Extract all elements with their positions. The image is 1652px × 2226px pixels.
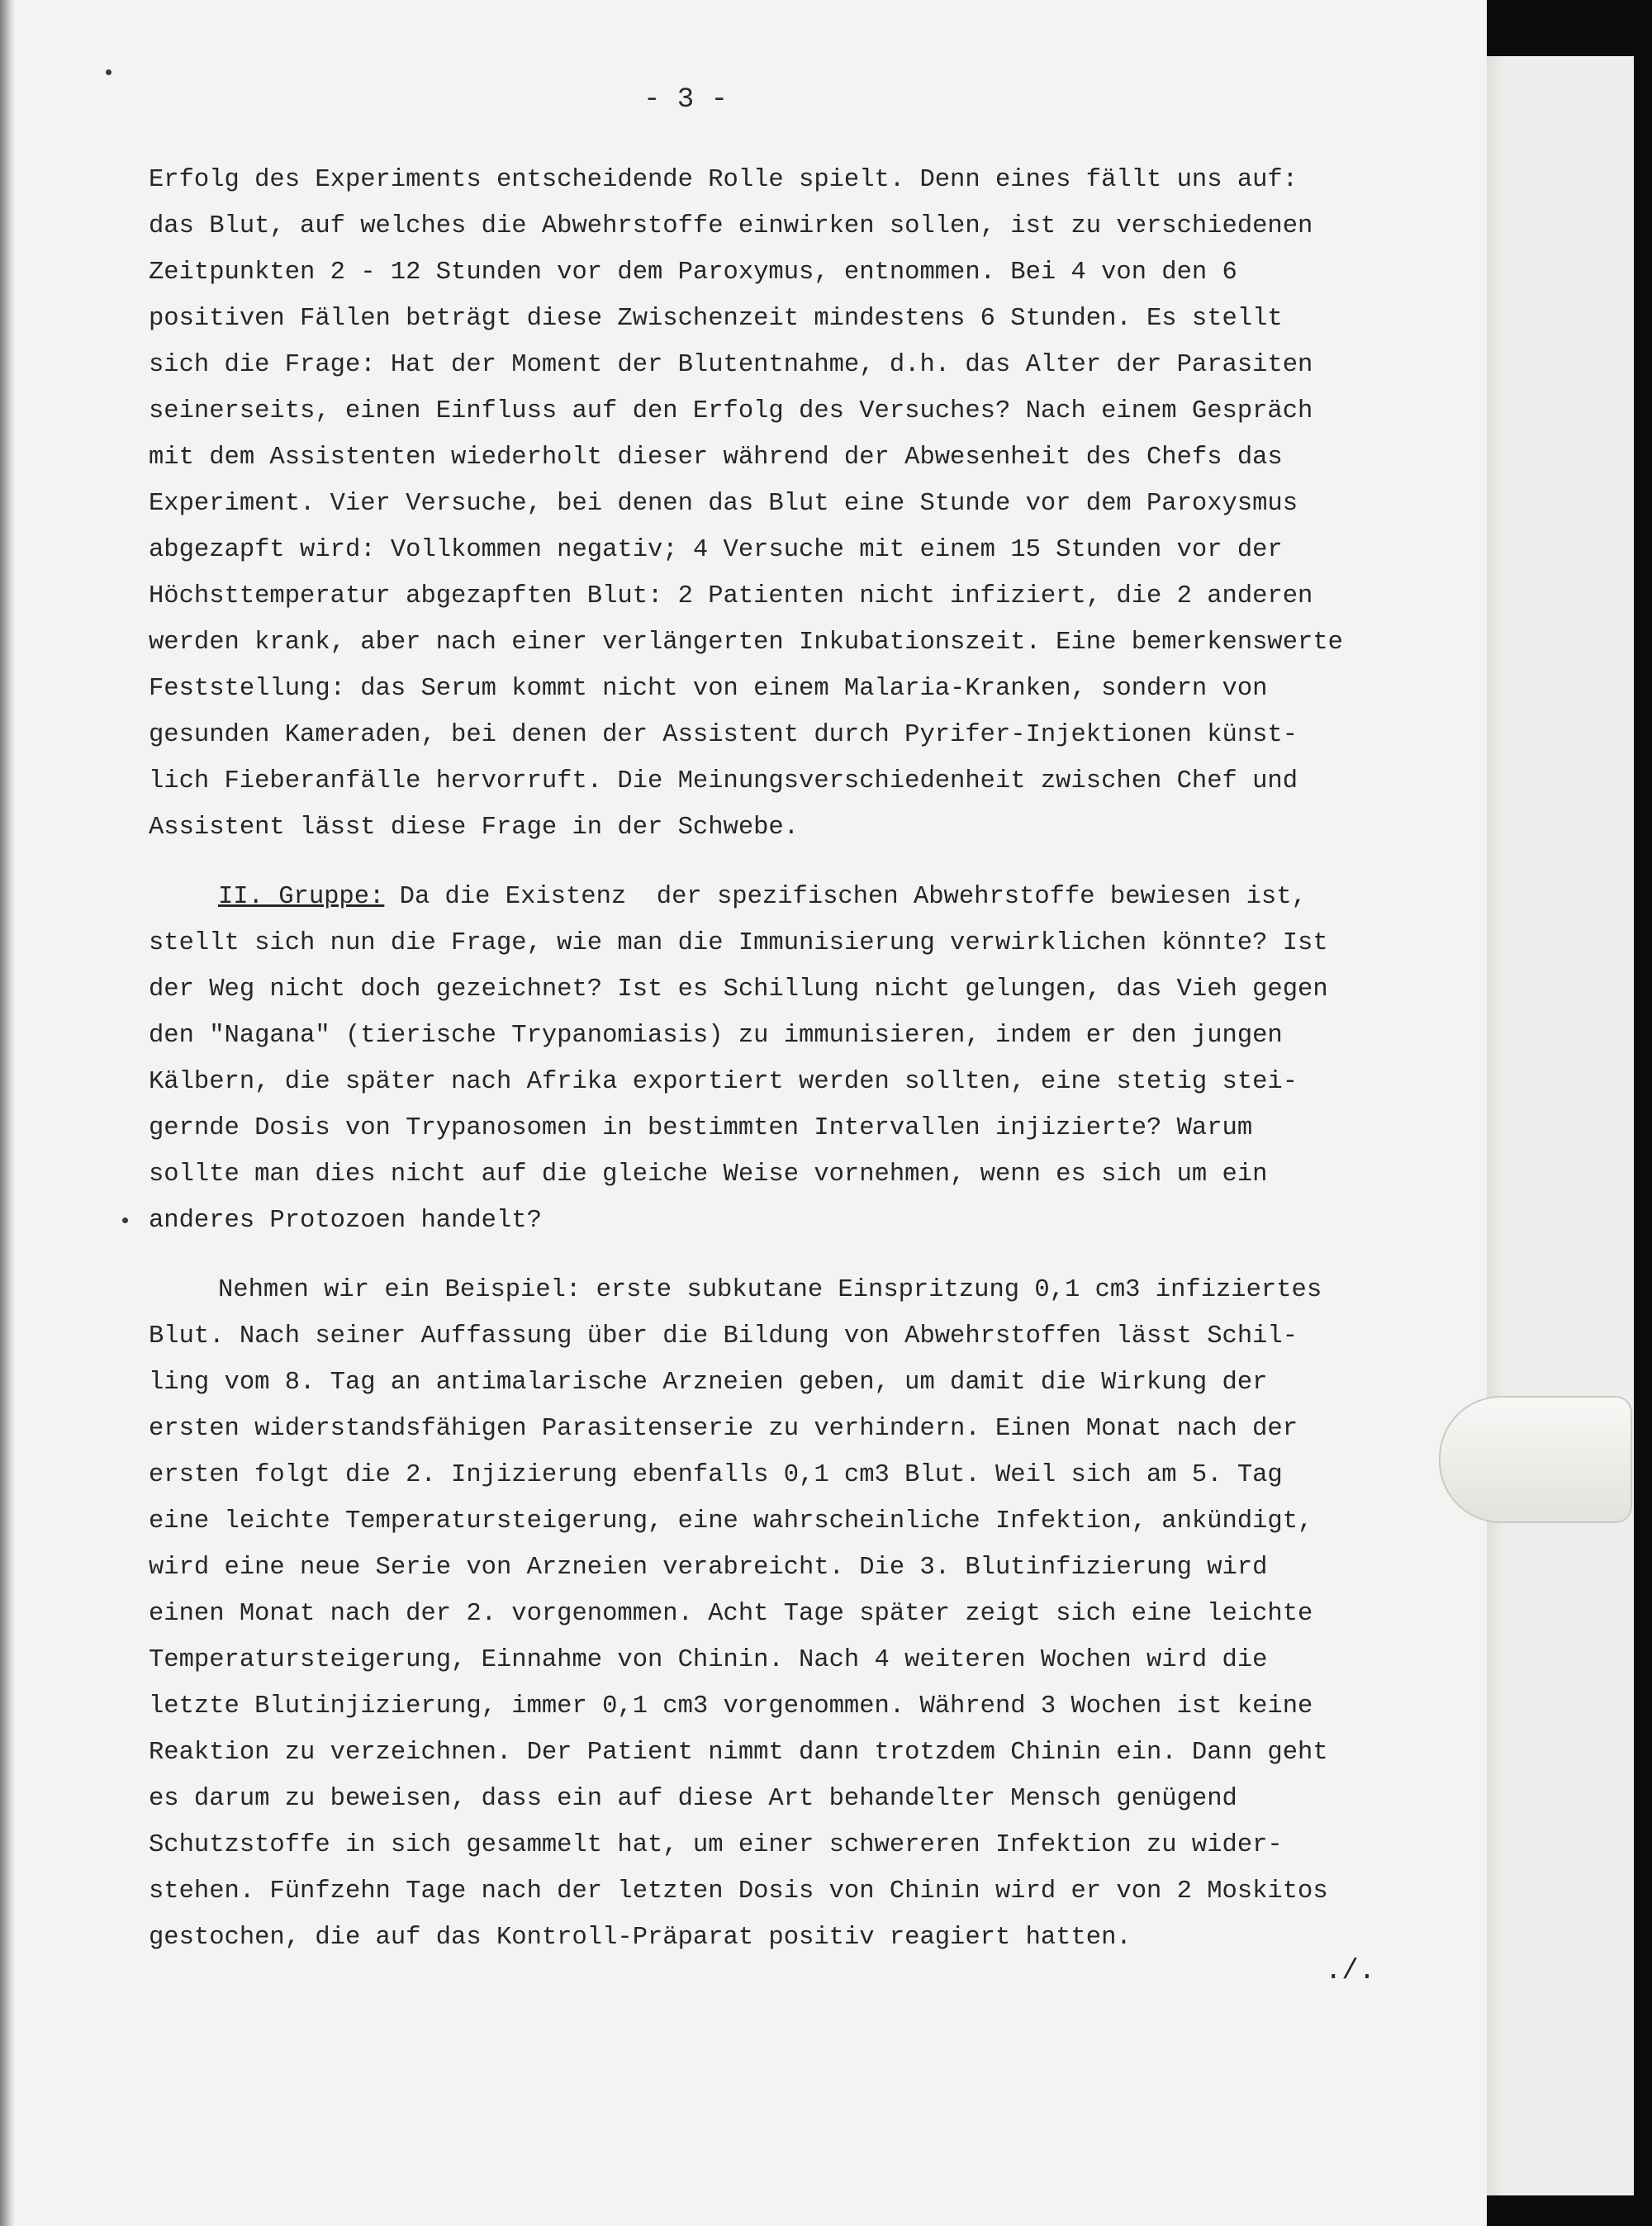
text-line: lich Fieberanfälle hervorruft. Die Meinungsverschiedenheit zwischen Chef und bbox=[149, 767, 1298, 795]
text-line: Erfolg des Experiments entscheidende Rolle spielt. Denn eines fällt uns auf: bbox=[149, 166, 1298, 194]
paragraph-2 bbox=[149, 874, 1462, 1244]
text-line: Feststellung: das Serum kommt nicht von einem Malaria-Kranken, sondern von bbox=[149, 675, 1268, 703]
text-line: ersten folgt die 2. Injizierung ebenfalls 0,1 cm3 Blut. Weil sich am 5. Tag bbox=[149, 1461, 1283, 1489]
text-line: Nehmen wir ein Beispiel: erste subkutane Einspritzung 0,1 cm3 infiziertes bbox=[218, 1276, 1322, 1304]
text-line: II. Gruppe: Da die Existenz der spezifischen Abwehrstoffe bewiesen ist, bbox=[218, 883, 1307, 911]
text-line: Experiment. Vier Versuche, bei denen das Blut eine Stunde vor dem Paroxysmus bbox=[149, 490, 1298, 518]
text-line: stellt sich nun die Frage, wie man die Immunisierung verwirklichen könnte? Ist bbox=[149, 929, 1328, 957]
text-line: einen Monat nach der 2. vorgenommen. Acht Tage später zeigt sich eine leichte bbox=[149, 1600, 1313, 1628]
text-line: Kälbern, die später nach Afrika exportiert werden sollten, eine stetig stei- bbox=[149, 1068, 1298, 1096]
text-line: ling vom 8. Tag an antimalarische Arzneien geben, um damit die Wirkung der bbox=[149, 1369, 1268, 1397]
text-line: werden krank, aber nach einer verlängerten Inkubationszeit. Eine bemerkenswerte bbox=[149, 629, 1343, 657]
text-line: abgezapft wird: Vollkommen negativ; 4 Versuche mit einem 15 Stunden vor der bbox=[149, 536, 1283, 564]
paragraph-1 bbox=[149, 157, 1462, 851]
text-line: es darum zu beweisen, dass ein auf diese Art behandelter Mensch genügend bbox=[149, 1785, 1237, 1813]
text-line: Temperatursteigerung, Einnahme von Chinin. Nach 4 weiteren Wochen wird die bbox=[149, 1646, 1268, 1674]
text-line: wird eine neue Serie von Arzneien verabreicht. Die 3. Blutinfizierung wird bbox=[149, 1554, 1268, 1582]
text-line: gesunden Kameraden, bei denen der Assistent durch Pyrifer-Injektionen künst- bbox=[149, 721, 1298, 749]
section-heading: II. Gruppe: bbox=[218, 883, 385, 911]
text-line: gernde Dosis von Trypanosomen in bestimmten Intervallen injizierte? Warum bbox=[149, 1114, 1253, 1142]
text-line: Zeitpunkten 2 - 12 Stunden vor dem Paroxymus, entnommen. Bei 4 von den 6 bbox=[149, 259, 1237, 287]
text-line: den "Nagana" (tierische Trypanomiasis) zu immunisieren, indem er den jungen bbox=[149, 1022, 1283, 1050]
text-line: das Blut, auf welches die Abwehrstoffe einwirken sollen, ist zu verschiedenen bbox=[149, 212, 1313, 240]
text-line: eine leichte Temperatursteigerung, eine wahrscheinliche Infektion, ankündigt, bbox=[149, 1507, 1313, 1535]
text-line: stehen. Fünfzehn Tage nach der letzten Dosis von Chinin wird er von 2 Moskitos bbox=[149, 1877, 1328, 1906]
page-binding-shadow bbox=[0, 0, 15, 2226]
text-line: seinerseits, einen Einfluss auf den Erfolg des Versuches? Nach einem Gespräch bbox=[149, 397, 1313, 425]
paper-speck bbox=[122, 1217, 128, 1223]
text-line: letzte Blutinjizierung, immer 0,1 cm3 vorgenommen. Während 3 Wochen ist keine bbox=[149, 1692, 1313, 1721]
text-line: positiven Fällen beträgt diese Zwischenzeit mindestens 6 Stunden. Es stellt bbox=[149, 305, 1283, 333]
body-text bbox=[149, 157, 1462, 1961]
next-page-edge bbox=[1479, 56, 1634, 2195]
continuation-mark: ./. bbox=[1325, 1956, 1376, 1987]
text-line: ersten widerstandsfähigen Parasitenserie zu verhindern. Einen Monat nach der bbox=[149, 1415, 1298, 1443]
text-line: Höchsttemperatur abgezapften Blut: 2 Patienten nicht infiziert, die 2 anderen bbox=[149, 582, 1313, 610]
paper-speck bbox=[106, 69, 112, 75]
text-line: anderes Protozoen handelt? bbox=[149, 1207, 542, 1235]
text-line: gestochen, die auf das Kontroll-Präparat positiv reagiert hatten. bbox=[149, 1924, 1132, 1952]
text-line: mit dem Assistenten wiederholt dieser während der Abwesenheit des Chefs das bbox=[149, 444, 1283, 472]
text-line: der Weg nicht doch gezeichnet? Ist es Schillung nicht gelungen, das Vieh gegen bbox=[149, 975, 1328, 1004]
text-line: Schutzstoffe in sich gesammelt hat, um einer schwereren Infektion zu wider- bbox=[149, 1831, 1283, 1859]
paper-clip bbox=[1439, 1396, 1632, 1523]
text-line: Assistent lässt diese Frage in der Schwebe. bbox=[149, 814, 800, 842]
text-line: Reaktion zu verzeichnen. Der Patient nimmt dann trotzdem Chinin ein. Dann geht bbox=[149, 1739, 1328, 1767]
text-line: sollte man dies nicht auf die gleiche Weise vornehmen, wenn es sich um ein bbox=[149, 1160, 1268, 1189]
paragraph-3 bbox=[149, 1267, 1462, 1961]
text-line: sich die Frage: Hat der Moment der Blutentnahme, d.h. das Alter der Parasiten bbox=[149, 351, 1313, 379]
page-number: - 3 - bbox=[643, 84, 729, 116]
text-line: Blut. Nach seiner Auffassung über die Bildung von Abwehrstoffen lässt Schil- bbox=[149, 1322, 1298, 1350]
